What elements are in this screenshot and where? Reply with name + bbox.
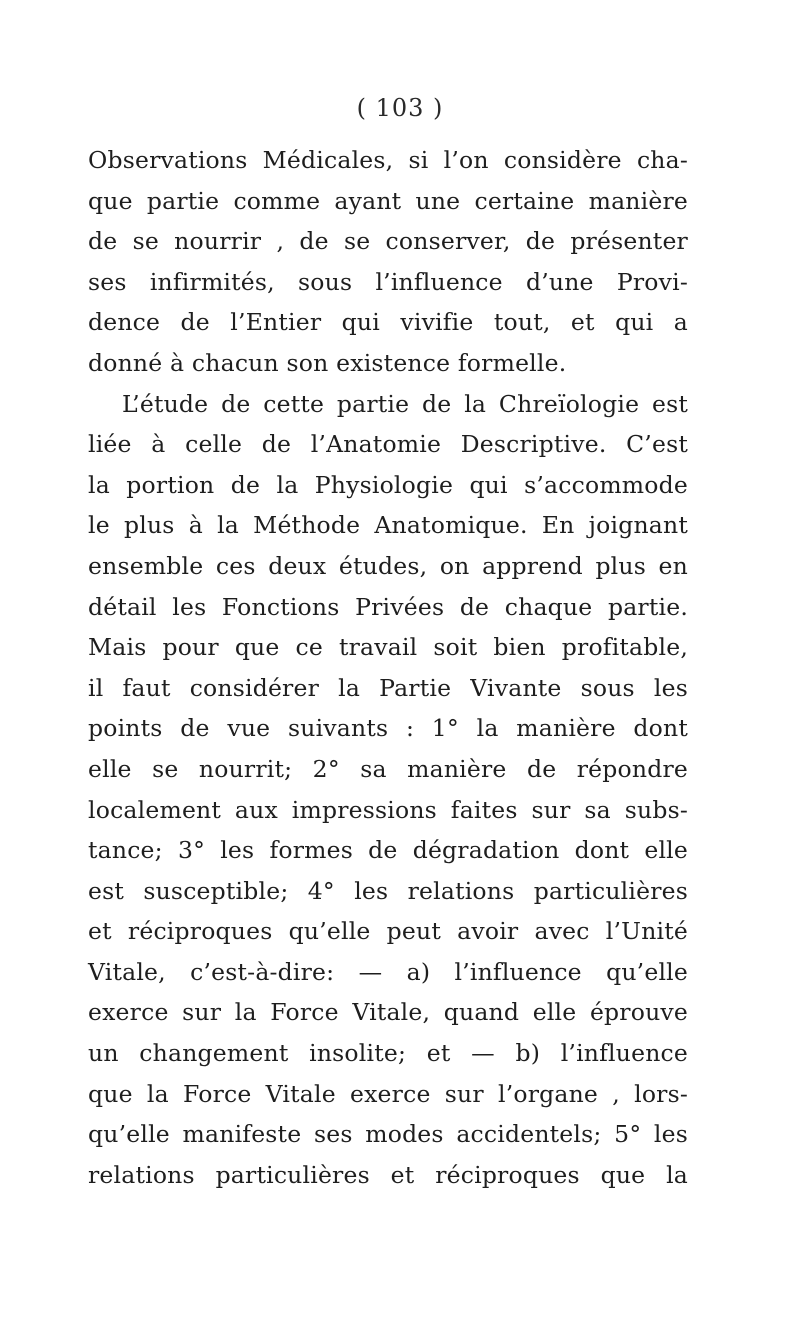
text-line: un changement insolite; et — b) l’influence: [88, 1039, 688, 1068]
text-line: localement aux impressions faites sur sa subs-: [88, 795, 688, 824]
text-line: tance; 3° les formes de dégradation dont elle: [88, 836, 688, 865]
text-line: elle se nourrit; 2° sa manière de répondre: [88, 754, 688, 783]
text-line: est susceptible; 4° les relations particulières: [88, 876, 688, 905]
text-line: dence de l’Entier qui vivifie tout, et qui a: [88, 308, 688, 337]
text-line: relations particulières et réciproques que la: [88, 1160, 688, 1189]
text-line: détail les Fonctions Privées de chaque partie.: [88, 592, 688, 621]
text-line: que partie comme ayant une certaine manière: [88, 186, 688, 215]
text-line: la portion de la Physiologie qui s’accommode: [88, 470, 688, 499]
text-line: Observations Médicales, si l’on considère cha-: [88, 146, 688, 174]
text-line: exerce sur la Force Vitale, quand elle éprouve: [88, 998, 688, 1027]
text-line: points de vue suivants : 1° la manière dont: [88, 714, 688, 743]
text-line: que la Force Vitale exerce sur l’organe , lors-: [88, 1079, 688, 1108]
text-line: L’étude de cette partie de la Chreïologie est: [122, 389, 688, 418]
text-line: et réciproques qu’elle peut avoir avec l’Unité: [88, 917, 688, 946]
text-line: ses infirmités, sous l’influence d’une Provi-: [88, 267, 688, 296]
text-line: qu’elle manifeste ses modes accidentels; 5° les: [88, 1120, 688, 1149]
text-line: Mais pour que ce travail soit bien profitable,: [88, 633, 688, 662]
text-line: le plus à la Méthode Anatomique. En joignant: [88, 511, 688, 540]
text-line: de se nourrir , de se conserver, de présenter: [88, 227, 688, 256]
text-line: Vitale, c’est-à-dire: — a) l’influence qu’elle: [88, 957, 688, 986]
text-line: il faut considérer la Partie Vivante sous les: [88, 673, 688, 702]
text-line: liée à celle de l’Anatomie Descriptive. C’est: [88, 430, 688, 459]
text-line: ensemble ces deux études, on apprend plus en: [88, 551, 688, 580]
body-text: [88, 140, 688, 1195]
text-line: donné à chacun son existence formelle.: [88, 348, 567, 377]
page-number: ( 103 ): [356, 94, 444, 122]
